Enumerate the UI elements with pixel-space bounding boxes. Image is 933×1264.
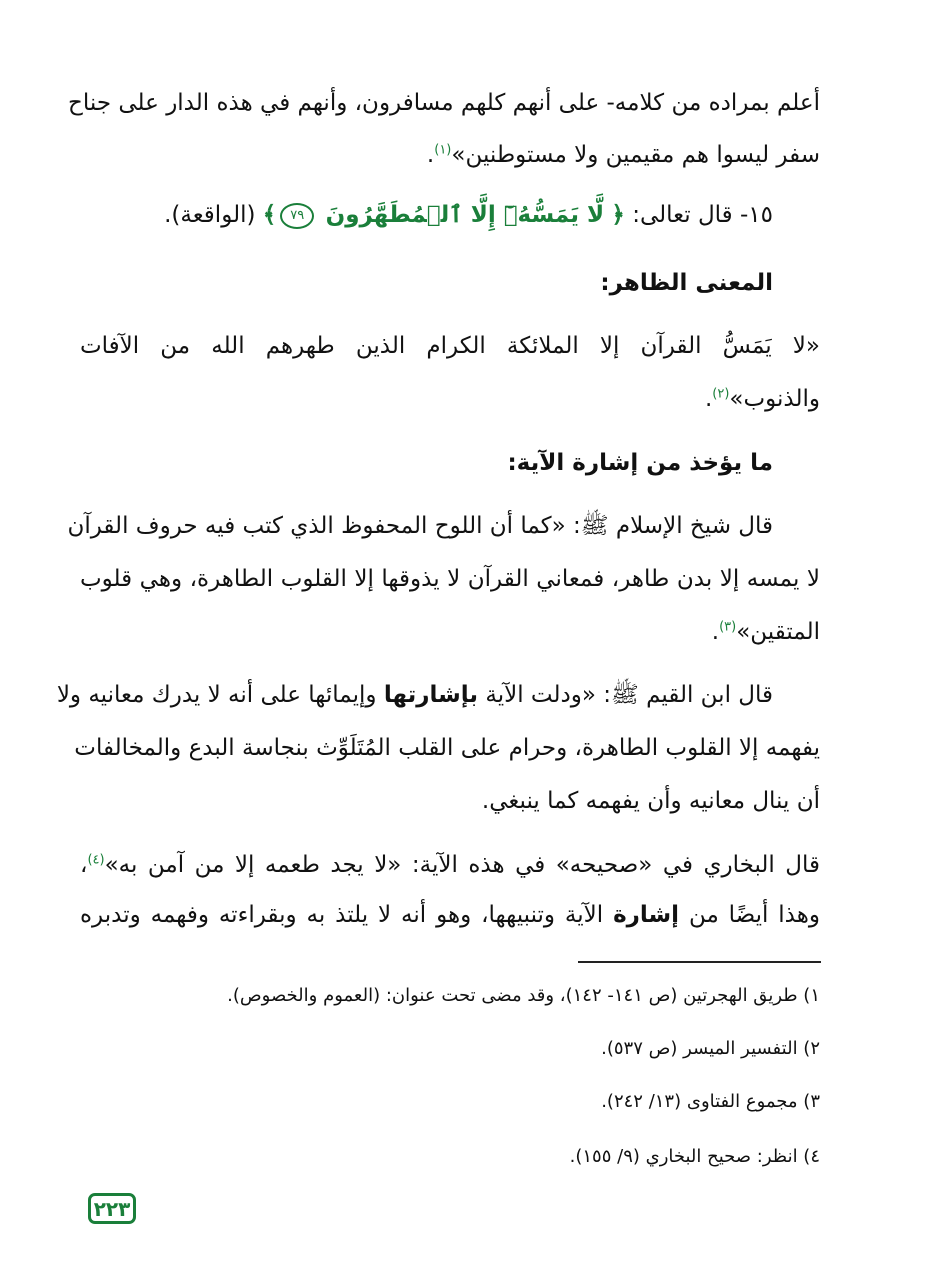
section-heading <box>507 448 773 478</box>
verse-line <box>164 200 773 230</box>
paragraph-line <box>68 88 820 118</box>
paragraph-line <box>712 617 820 647</box>
verse-open-bracket: ﴿ <box>611 202 625 228</box>
paragraph-line <box>80 331 820 361</box>
text: المتقين» <box>736 619 820 645</box>
footnote: ٤) انظر: صحيح البخاري (٩/ ١٥٥). <box>569 1146 820 1167</box>
text: والذنوب» <box>729 386 820 412</box>
paragraph-line <box>80 850 820 880</box>
surah-name: (الواقعة). <box>164 202 263 228</box>
verse-intro: ١٥- قال تعالى: <box>624 202 773 228</box>
bold-term: بإشارتها <box>383 682 479 708</box>
text: سفر ليسوا هم مقيمين ولا مستوطنين» <box>451 142 820 168</box>
footnote: ١) طريق الهجرتين (ص ١٤١- ١٤٢)، وقد مضى تحت عنوان: (العموم والخصوص). <box>227 985 820 1006</box>
text: قال البخاري في «صحيحه» في هذه الآية: «لا يجد طعمه إلا من آمن به» <box>104 852 820 878</box>
footnote: ٢) التفسير الميسر (ص ٥٣٧). <box>601 1038 820 1059</box>
text: وإيمائها على أنه لا يدرك معانيه ولا <box>56 682 384 708</box>
paragraph-line <box>56 680 773 710</box>
heading-text: المعنى الظاهر: <box>600 270 773 296</box>
heading-text: ما يؤخذ من إشارة الآية: <box>507 450 773 476</box>
footnote-separator <box>578 961 821 963</box>
footnote-ref: (٤) <box>87 852 105 868</box>
footnote-ref: (٢) <box>712 386 730 402</box>
text: أن ينال معانيه وأن يفهمه كما ينبغي. <box>481 788 820 814</box>
text: قال ابن القيم ﷺ: «ودلت الآية <box>478 682 773 708</box>
paragraph-line <box>67 511 773 541</box>
verse-close-bracket: ﴾ <box>262 202 277 228</box>
paragraph-line <box>80 900 820 930</box>
bold-term: إشارة <box>613 902 680 928</box>
text: «لا يَمَسُّ القرآن إلا الملائكة الكرام الذين طهرهم الله من الآفات <box>80 333 820 359</box>
text: ، <box>80 852 88 878</box>
text: وهذا أيضًا من <box>679 902 820 928</box>
paragraph-line <box>80 564 820 594</box>
paragraph-line <box>74 733 820 763</box>
paragraph-line <box>427 140 820 170</box>
text: . <box>704 386 713 412</box>
page-number <box>88 1193 136 1224</box>
page-number-text: ٢٢٣ <box>93 1196 131 1221</box>
text: لا يمسه إلا بدن طاهر، فمعاني القرآن لا يذوقها إلا القلوب الطاهرة، وهي قلوب <box>80 566 820 592</box>
quran-verse: لَّا يَمَسُّهُۥٓ إِلَّا ٱلۡمُطَهَّرُونَ <box>325 202 605 228</box>
text: . <box>426 142 435 168</box>
footnote-ref: (٣) <box>719 619 737 635</box>
footnote: ٣) مجموع الفتاوى (١٣/ ٢٤٢). <box>601 1091 820 1112</box>
text: . <box>711 619 720 645</box>
ayah-number-badge: ٧٩ <box>280 203 314 229</box>
paragraph-line <box>705 384 820 414</box>
paragraph-line <box>482 786 820 816</box>
text: قال شيخ الإسلام ﷺ: «كما أن اللوح المحفوظ الذي كتب فيه حروف القرآن <box>67 513 773 539</box>
text: أعلم بمراده من كلامه- على أنهم كلهم مسافرون، وأنهم في هذه الدار على جناح <box>68 90 820 116</box>
text: يفهمه إلا القلوب الطاهرة، وحرام على القلب المُتَلَوِّث بنجاسة البدع والمخالفات <box>74 735 820 761</box>
footnote-ref: (١) <box>434 142 452 158</box>
text: الآية وتنبيهها، وهو أنه لا يلتذ به وبقراءته وفهمه وتدبره <box>80 902 614 928</box>
section-heading <box>600 268 773 298</box>
